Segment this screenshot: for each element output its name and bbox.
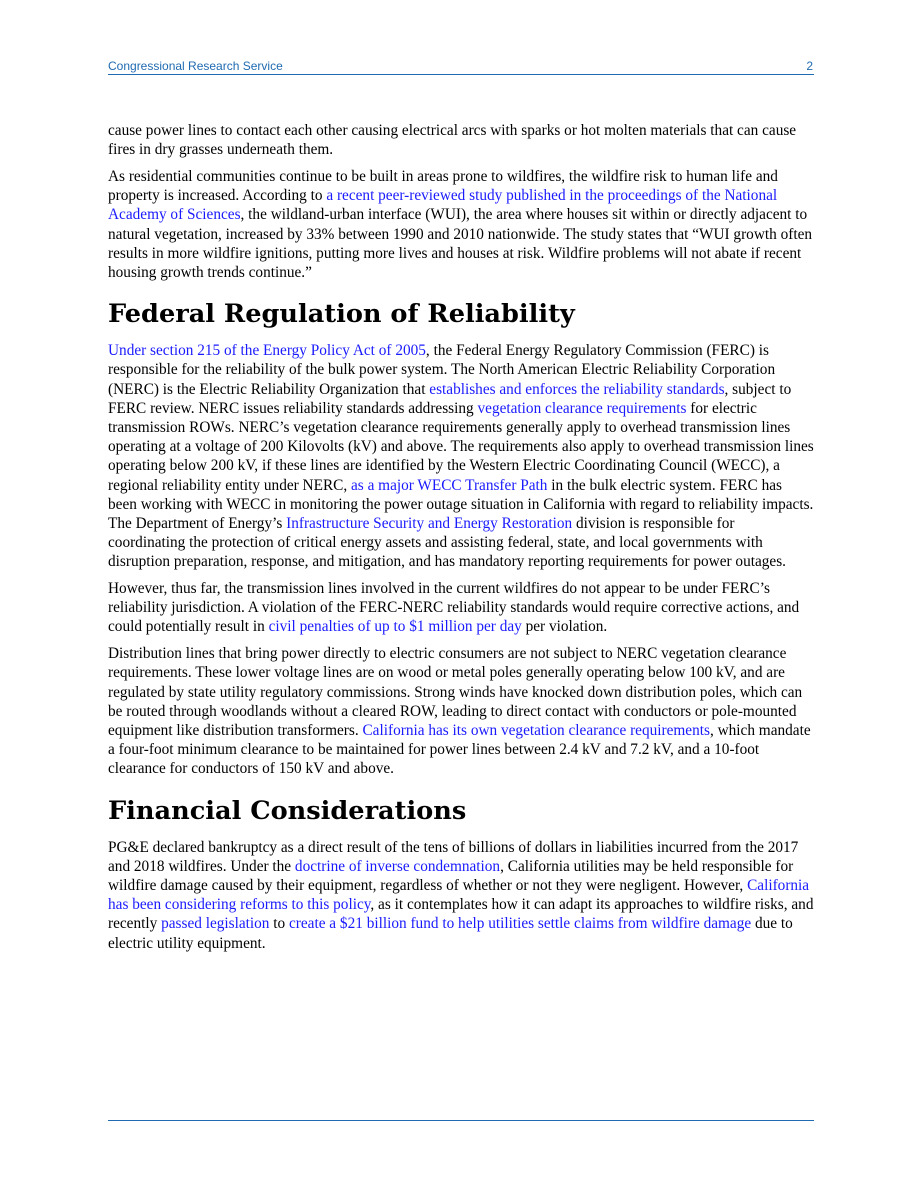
link-california-vegetation[interactable]: California has its own vegetation clearance requirements <box>362 721 710 739</box>
paragraph: cause power lines to contact each other causing electrical arcs with sparks or hot molten materials that can cause fires in dry grasses underneath them. <box>108 122 797 159</box>
link-california-reforms[interactable]: California has been considering reforms to this policy <box>108 877 810 914</box>
link-civil-penalties[interactable]: civil penalties of up to $1 million per day <box>268 618 522 636</box>
document-body <box>108 121 814 960</box>
paragraph: As residential communities continue to be built in areas prone to wildfires, the wildfire risk to human life and property is increased. According to a recent peer-reviewed study published in the proceedings of the National Academy of Sciences, the wildland-urban interface (WUI), the area where houses sit within or directly adjacent to natural vegetation, increased by 33% between 1990 and 2010 nationwide. The study states that “WUI growth often results in more wildfire ignitions, putting more lives and houses at risk. Wildfire problems will not abate if recent housing growth trends continue.” <box>108 167 813 281</box>
link-pnas-study[interactable]: a recent peer-reviewed study published in the proceedings of the National Academy of Sciences <box>108 187 778 224</box>
link-21-billion-fund[interactable]: create a $21 billion fund to help utilities settle claims from wildfire damage <box>288 915 752 933</box>
link-section-215[interactable]: Under section 215 of the Energy Policy Act of 2005 <box>108 342 426 360</box>
page-number: 2 <box>806 59 813 73</box>
paragraph: Under section 215 of the Energy Policy Act of 2005, the Federal Energy Regulatory Commission (FERC) is responsible for the reliability of the bulk power system. The North American Electric Reliability Corporation (NERC) is the Electric Reliability Organization that establishes and enforces the reliability standards, subject to FERC review. NERC issues reliability standards addressing vegetation clearance requirements for electric transmission ROWs. NERC’s vegetation clearance requirements generally apply to overhead transmission lines operating at a voltage of 200 Kilovolts (kV) and above. The requirements also apply to overhead transmission lines operating below 200 kV, if these lines are identified by the Western Electric Coordinating Council (WECC), a regional reliability entity under NERC, as a major WECC Transfer Path in the bulk electric system. FERC has been working with WECC in monitoring the power outage situation in California with regard to reliability impacts. The Department of Energy’s Infrastructure Security and Energy Restoration division is responsible for coordinating the protection of critical energy assets and assisting federal, state, and local governments with disruption preparation, response, and mitigation, and has mandatory reporting requirements for power outages. <box>108 342 814 571</box>
header-source: Congressional Research Service <box>108 59 283 73</box>
footer-divider <box>108 1120 814 1121</box>
paragraph: However, thus far, the transmission lines involved in the current wildfires do not appear to be under FERC’s reliability jurisdiction. A violation of the FERC-NERC reliability standards would require corrective actions, and could potentially result in civil penalties of up to $1 million per day per violation. <box>108 580 800 636</box>
paragraph: PG&E declared bankruptcy as a direct result of the tens of billions of dollars in liabilities incurred from the 2017 and 2018 wildfires. Under the doctrine of inverse condemnation, California utilities may be held responsible for wildfire damage caused by their equipment, regardless of whether or not they were negligent. However, California has been considering reforms to this policy, as it contemplates how it can adapt its approaches to wildfire risks, and recently passed legislation to create a $21 billion fund to help utilities settle claims from wildfire damage due to electric utility equipment. <box>108 838 814 952</box>
page-header <box>108 57 814 75</box>
link-wecc-transfer-path[interactable]: as a major WECC Transfer Path <box>351 476 548 494</box>
link-inverse-condemnation[interactable]: doctrine of inverse condemnation <box>294 857 501 875</box>
link-passed-legislation[interactable]: passed legislation <box>161 915 270 933</box>
link-reliability-standards[interactable]: establishes and enforces the reliability standards <box>429 380 725 398</box>
paragraph: Distribution lines that bring power directly to electric consumers are not subject to NERC vegetation clearance requirements. These lower voltage lines are on wood or metal poles generally operating below 100 kV, and are regulated by state utility regulatory commissions. Strong winds have knocked down distribution poles, which can be routed through woodlands without a cleared ROW, leading to direct contact with conductors or pole-mounted equipment like distribution transformers. California has its own vegetation clearance requirements, which mandate a four-foot minimum clearance to be maintained for power lines between 2.4 kV and 7.2 kV, and a 10-foot clearance for conductors of 150 kV and above. <box>108 645 811 778</box>
link-iser[interactable]: Infrastructure Security and Energy Restoration <box>286 514 573 532</box>
section-heading: Financial Considerations <box>108 795 467 826</box>
section-heading: Federal Regulation of Reliability <box>108 299 575 330</box>
link-vegetation-clearance[interactable]: vegetation clearance requirements <box>477 399 687 417</box>
